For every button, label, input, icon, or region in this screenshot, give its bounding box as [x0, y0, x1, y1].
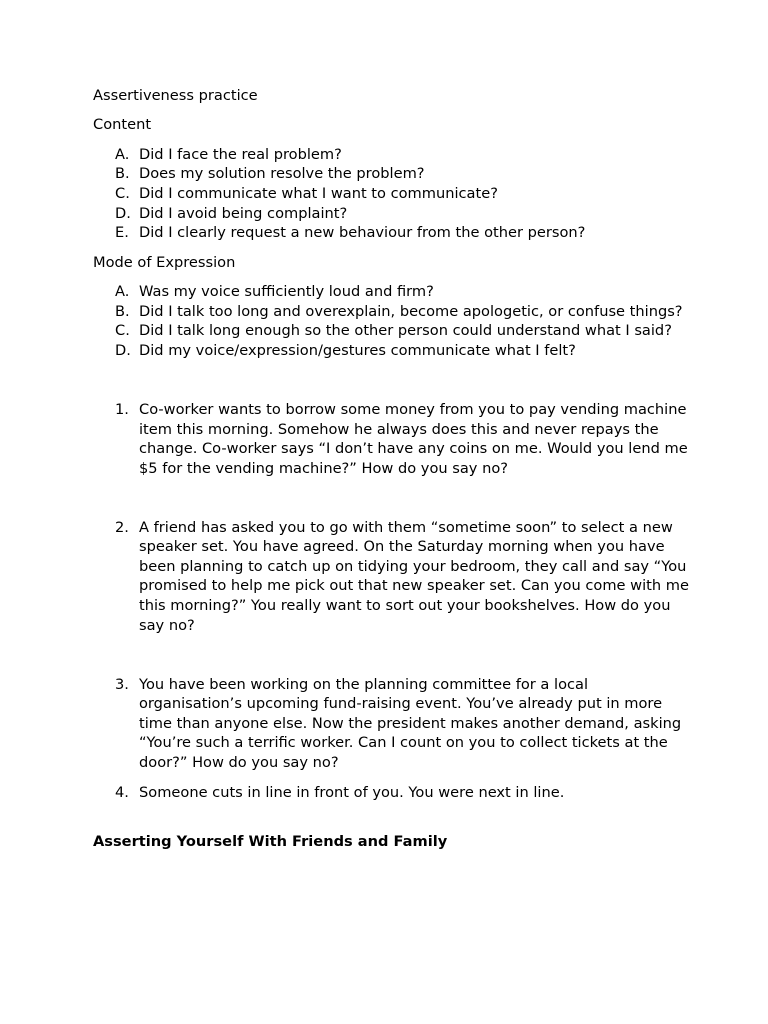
section-heading: Asserting Yourself With Friends and Family [93, 833, 448, 851]
list-marker: D. [115, 204, 131, 222]
list-item [93, 204, 693, 224]
scenario-text: A friend has asked you to go with them “sometime soon” to select a new speaker set. You have agreed. On the Saturday morning when you have been planning to catch up on tidying your bedroom, they call and say “You promised to help me pick out that new speaker set. Can you come with me this morning?” You really want to sort out your bookshelves. How do you say no? [139, 518, 689, 634]
document-title: Assertiveness practice [93, 87, 258, 104]
list-item [93, 184, 693, 204]
list-marker: B. [115, 165, 130, 183]
document-page [93, 86, 693, 852]
content-heading: Content [93, 116, 152, 134]
scenario-text: You have been working on the planning committee for a local organisation’s upcoming fund-raising event. You’ve already put in more time than anyone else. Now the president makes another demand, asking “You’re such a terrific worker. Can I count on you to collect tickets at the door?” How do you say no? [139, 675, 682, 771]
list-marker: A. [115, 282, 130, 300]
list-item [93, 164, 693, 184]
scenario-item [93, 518, 693, 636]
list-marker: A. [115, 145, 130, 163]
list-marker: 1. [115, 400, 129, 418]
scenario-text: Co-worker wants to borrow some money from you to pay vending machine item this morning. Somehow he always does this and never repays the change. Co-worker says “I don’t have any coins on me. Would you lend me $5 for the vending machine?” How do you say no? [139, 400, 688, 477]
list-item [93, 302, 693, 322]
list-marker: 2. [115, 518, 129, 536]
list-item-text: Does my solution resolve the problem? [139, 165, 425, 183]
list-item-text: Did I talk too long and overexplain, become apologetic, or confuse things? [139, 302, 683, 320]
list-item-text: Was my voice sufficiently loud and firm? [139, 282, 434, 300]
mode-checklist [93, 282, 693, 360]
list-marker: C. [115, 322, 130, 340]
scenario-item [93, 400, 693, 478]
list-marker: 4. [115, 783, 129, 801]
list-item-text: Did I clearly request a new behaviour from the other person? [139, 224, 586, 242]
mode-heading: Mode of Expression [93, 253, 236, 271]
list-item-text: Did I face the real problem? [139, 145, 342, 163]
scenario-list [93, 400, 693, 802]
scenario-text: Someone cuts in line in front of you. You were next in line. [139, 783, 565, 801]
list-marker: B. [115, 302, 130, 320]
list-marker: E. [115, 224, 129, 242]
list-item [93, 321, 693, 341]
list-marker: 3. [115, 675, 129, 693]
scenario-item [93, 783, 693, 803]
list-marker: C. [115, 184, 130, 202]
content-checklist [93, 145, 693, 243]
list-item [93, 282, 693, 302]
list-item-text: Did I communicate what I want to communicate? [139, 184, 498, 202]
list-item [93, 341, 693, 361]
list-item-text: Did I avoid being complaint? [139, 204, 348, 222]
list-item [93, 223, 693, 243]
list-item [93, 145, 693, 165]
scenario-item [93, 675, 693, 773]
list-item-text: Did my voice/expression/gestures communicate what I felt? [139, 341, 576, 359]
list-marker: D. [115, 341, 131, 359]
list-item-text: Did I talk long enough so the other person could understand what I said? [139, 322, 672, 340]
